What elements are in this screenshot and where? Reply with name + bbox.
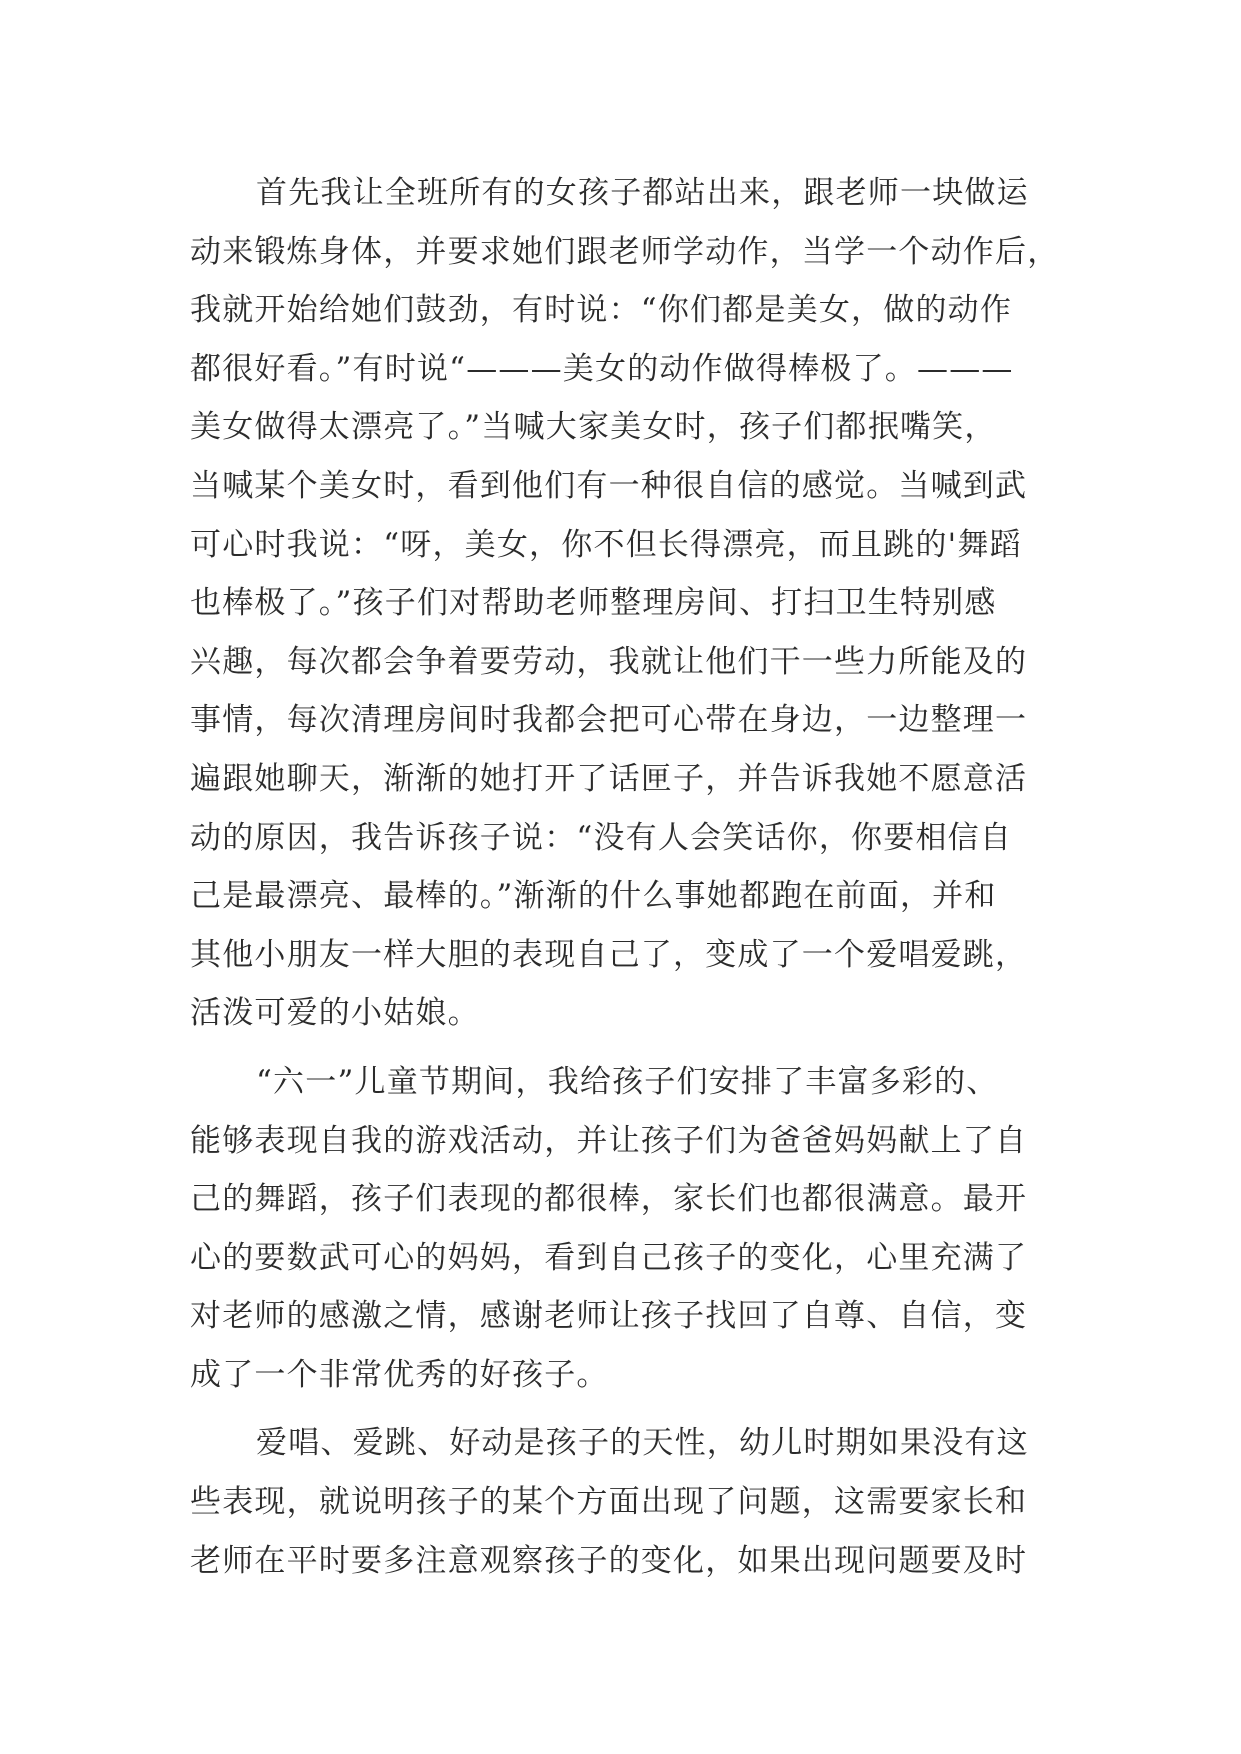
text-line: 当喊某个美女时，看到他们有一种很自信的感觉。当喊到武 <box>190 467 1028 504</box>
text-line: 老师在平时要多注意观察孩子的变化，如果出现问题要及时 <box>190 1542 1028 1579</box>
text-line: “六一”儿童节期间，我给孩子们安排了丰富多彩的、 <box>256 1063 999 1100</box>
text-line: 首先我让全班所有的女孩子都站出来，跟老师一块做运 <box>256 175 1029 211</box>
text-line: 成了一个非常优秀的好孩子。 <box>190 1356 609 1393</box>
text-line: 都很好看。”有时说“———美女的动作做得棒极了。——— <box>190 350 1014 387</box>
text-line: 己的舞蹈，孩子们表现的都很棒，家长们也都很满意。最开 <box>190 1181 1028 1218</box>
text-line: 动的原因，我告诉孩子说：“没有人会笑话你，你要相信自 <box>190 819 1013 856</box>
paragraph-spacing <box>190 1404 1070 1414</box>
text-line: 可心时我说：“呀，美女，你不但长得漂亮，而且跳的'舞蹈 <box>190 526 1022 563</box>
text-line: 爱唱、爱跳、好动是孩子的天性，幼儿时期如果没有这 <box>256 1425 1029 1462</box>
body-text <box>190 164 1070 1590</box>
text-line: 我就开始给她们鼓劲，有时说：“你们都是美女，做的动作 <box>190 292 1013 329</box>
text-line: 动来锻炼身体，并要求她们跟老师学动作，当学一个动作后， <box>190 233 1060 270</box>
text-line: 能够表现自我的游戏活动，并让孩子们为爸爸妈妈献上了自 <box>190 1122 1028 1159</box>
paragraph-3 <box>190 1414 1070 1590</box>
text-line: 活泼可爱的小姑娘。 <box>190 995 480 1032</box>
text-line: 己是最漂亮、最棒的。”渐渐的什么事她都跑在前面，并和 <box>190 878 997 915</box>
paragraph-2 <box>190 1053 1070 1405</box>
text-line: 事情，每次清理房间时我都会把可心带在身边，一边整理一 <box>190 702 1028 739</box>
text-line: 美女做得太漂亮了。”当喊大家美女时，孩子们都抿嘴笑， <box>190 409 997 446</box>
text-line: 心的要数武可心的妈妈，看到自己孩子的变化，心里充满了 <box>190 1239 1028 1276</box>
paragraph-spacing <box>190 1043 1070 1053</box>
text-line: 也棒极了。”孩子们对帮助老师整理房间、打扫卫生特别感 <box>190 585 997 622</box>
text-line: 些表现，就说明孩子的某个方面出现了问题，这需要家长和 <box>190 1484 1028 1521</box>
paragraph-1 <box>190 164 1070 1043</box>
text-line: 遍跟她聊天，渐渐的她打开了话匣子，并告诉我她不愿意活 <box>190 760 1028 797</box>
text-line: 兴趣，每次都会争着要劳动，我就让他们干一些力所能及的 <box>190 643 1028 680</box>
text-line: 对老师的感激之情，感谢老师让孩子找回了自尊、自信，变 <box>190 1298 1028 1335</box>
text-line: 其他小朋友一样大胆的表现自己了，变成了一个爱唱爱跳， <box>190 936 1028 973</box>
